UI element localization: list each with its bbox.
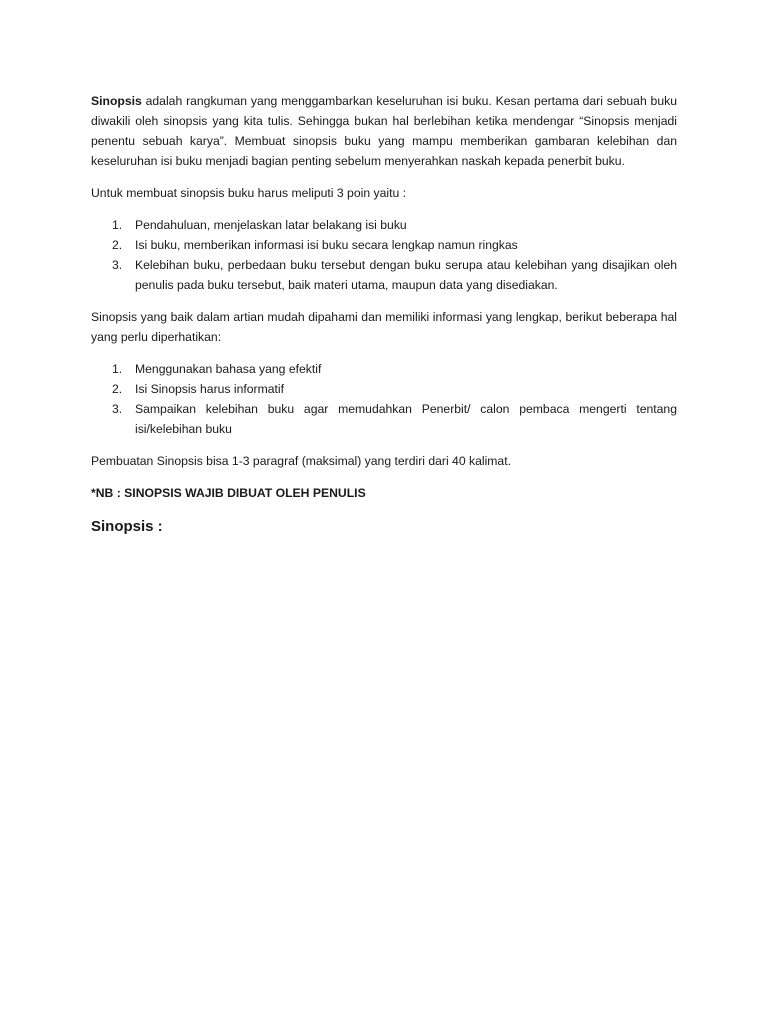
points-intro-paragraph: Untuk membuat sinopsis buku harus meliputi 3 poin yaitu :	[91, 186, 407, 200]
list-item-text: Isi Sinopsis harus informatif	[135, 382, 285, 396]
list-item	[91, 215, 677, 235]
intro-text: adalah rangkuman yang menggambarkan keseluruhan isi buku. Kesan pertama dari sebuah buku diwakili oleh sinopsis yang kita tulis. Sehingga bukan hal berlebihan ketika mendengar “Sinopsis menjadi penentu sebuah karya”. Membuat sinopsis buku yang mampu memberikan gambaran kelebihan dan keseluruhan isi buku menjadi bagian penting sebelum menyerahkan naskah kepada penerbit buku.	[91, 94, 677, 168]
intro-paragraph	[91, 91, 677, 171]
list-item	[91, 379, 677, 399]
synopsis-heading: Sinopsis :	[91, 518, 163, 535]
considerations-list	[91, 359, 677, 439]
length-paragraph: Pembuatan Sinopsis bisa 1-3 paragraf (maksimal) yang terdiri dari 40 kalimat.	[91, 454, 511, 468]
list-item	[91, 399, 677, 439]
list-item-text: Isi buku, memberikan informasi isi buku secara lengkap namun ringkas	[135, 238, 518, 252]
author-note: *NB : SINOPSIS WAJIB DIBUAT OLEH PENULIS	[91, 486, 366, 500]
document-body	[91, 91, 677, 537]
list-item-text: Pendahuluan, menjelaskan latar belakang isi buku	[135, 218, 407, 232]
good-synopsis-paragraph: Sinopsis yang baik dalam artian mudah dipahami dan memiliki informasi yang lengkap, berikut beberapa hal yang perlu diperhatikan:	[91, 310, 677, 344]
list-item-number: 2.	[112, 238, 123, 252]
list-item-text: Kelebihan buku, perbedaan buku tersebut dengan buku serupa atau kelebihan yang disajikan oleh penulis pada buku tersebut, baik materi utama, maupun data yang disediakan.	[135, 258, 677, 292]
list-item-text: Sampaikan kelebihan buku agar memudahkan Penerbit/ calon pembaca mengerti tentang isi/kelebihan buku	[135, 402, 677, 436]
list-item	[91, 235, 677, 255]
list-item-text: Menggunakan bahasa yang efektif	[135, 362, 322, 376]
list-item-number: 3.	[112, 402, 123, 416]
list-item-number: 1.	[112, 362, 123, 376]
list-item	[91, 359, 677, 379]
list-item-number: 3.	[112, 258, 123, 272]
list-item-number: 2.	[112, 382, 123, 396]
synopsis-points-list	[91, 215, 677, 295]
list-item	[91, 255, 677, 295]
intro-lead-term: Sinopsis	[91, 94, 142, 108]
list-item-number: 1.	[112, 218, 123, 232]
